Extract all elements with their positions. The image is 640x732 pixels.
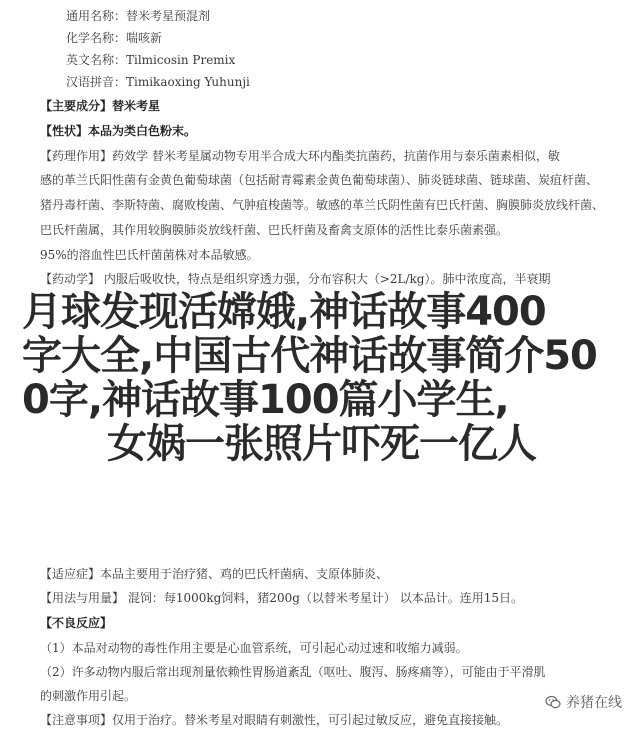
- doc-line: 【药动学】 内服后吸收快，特点是组织穿透力强，分布容积大（>2L/kg）。肺中浓度高，半衰期: [40, 272, 551, 286]
- overlay-line: 字大全,中国古代神话故事简介50: [22, 333, 597, 379]
- watermark-text: 养猪在线: [566, 695, 622, 711]
- overlay-line: 月球发现活嫦娥,神话故事400: [22, 289, 546, 335]
- doc-line: 【不良反应】: [40, 616, 113, 630]
- doc-line: 通用名称：替米考星预混剂: [66, 9, 211, 23]
- doc-line: 的刺激作用引起。: [40, 689, 137, 703]
- doc-line: 【用法与用量】 混饲：每1000kg饲料，猪200g（以替米考星计） 以本品计。连用15日。: [40, 591, 523, 605]
- overlay-line: 0字,神话故事100篇小学生,: [22, 377, 509, 423]
- doc-line: 感的革兰氏阳性菌有金黄色葡萄球菌（包括耐青霉素金黄色葡萄球菌）、肺炎链球菌、链球菌、炭疽杆菌、: [40, 173, 599, 187]
- doc-line: 【药理作用】药效学 替米考星属动物专用半合成大环内酯类抗菌药，抗菌作用与泰乐菌素相似，敏: [40, 149, 560, 163]
- doc-line: 【注意事项】仅用于治疗。替米考星对眼睛有刺激性，可引起过敏反应，避免直接接触。: [40, 713, 509, 727]
- doc-line: 【主要成分】替米考星: [40, 99, 161, 113]
- doc-line: 95%的溶血性巴氏杆菌菌株对本品敏感。: [40, 248, 259, 262]
- wechat-icon: [545, 694, 561, 710]
- doc-line: （2）许多动物内服后常出现剂量依赖性胃肠道紊乱（呕吐、腹泻、肠疼痛等），可能由于平滑肌: [40, 665, 546, 679]
- doc-line: 猪丹毒杆菌、李斯特菌、腐败梭菌、气肿疽梭菌等。敏感的革兰氏阴性菌有巴氏杆菌、胸膜肺炎放线杆菌、: [40, 198, 605, 212]
- doc-line: 【性状】本品为类白色粉末。: [40, 124, 197, 138]
- doc-line: 英文名称：Tilmicosin Premix: [66, 53, 236, 67]
- doc-line: （1）本品对动物的毒性作用主要是心血管系统，可引起心动过速和收缩力减弱。: [40, 641, 468, 655]
- overlay-line: 女娲一张照片吓死一亿人: [107, 421, 536, 467]
- headline-overlay: [22, 290, 632, 466]
- doc-line: 【适应症】本品主要用于治疗猪、鸡的巴氏杆菌病、支原体肺炎、: [40, 567, 389, 581]
- doc-line: 汉语拼音：Timikaoxing Yuhunji: [66, 75, 250, 89]
- doc-line: 巴氏杆菌属，其作用较胸膜肺炎放线杆菌、巴氏杆菌及畜禽支原体的活性比泰乐菌素强。: [40, 223, 509, 237]
- doc-line: 化学名称：喘咳新: [66, 31, 163, 45]
- watermark: [545, 692, 622, 712]
